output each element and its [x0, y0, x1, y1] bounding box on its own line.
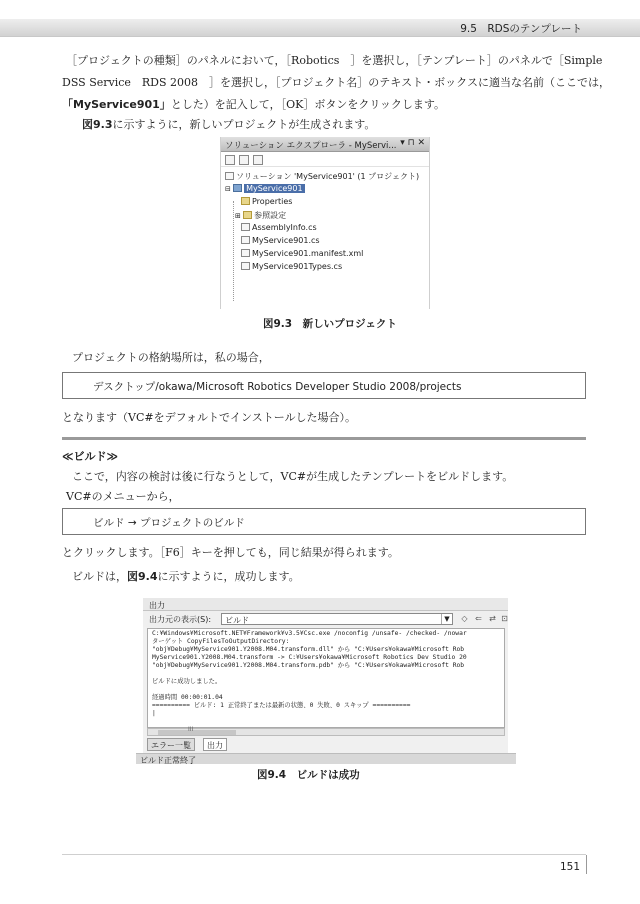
folder-icon	[241, 197, 250, 205]
show-all-files-icon[interactable]	[239, 155, 249, 165]
output-line: "obj¥Debug¥MyService901.Y2008.M04.transform.dll" から "C:¥Users¥okawa¥Microsoft Rob	[152, 646, 465, 653]
output-line: 経過時間 00:00:01.04	[152, 694, 223, 701]
output-line: MyService901.Y2008.M04.transform -> C:¥Users¥okawa¥Microsoft Robotics Dev Studio 20	[152, 654, 467, 661]
output-source-select[interactable]	[221, 613, 453, 625]
panel-toolbar	[221, 153, 429, 167]
output-window-screenshot	[140, 598, 508, 765]
project-icon	[233, 184, 242, 192]
tree-item-references[interactable]: ⊞ 参照設定	[235, 211, 287, 220]
status-text: ビルド正常終了	[140, 756, 196, 765]
output-line: "obj¥Debug¥MyService901.Y2008.M04.transform.pdb" から "C:¥Users¥okawa¥Microsoft Rob	[152, 662, 465, 669]
menu-path-box	[62, 508, 586, 535]
tree-item-properties[interactable]: Properties	[241, 197, 292, 208]
figure-caption: 図9.3 新しいプロジェクト	[263, 318, 397, 330]
output-line: ========== ビルド: 1 正常終了または最新の状態、0 失敗、0 スキップ ==========	[152, 702, 411, 709]
paragraph-line: とクリックします。［F6］キーを押しても，同じ結果が得られます。	[62, 546, 399, 559]
project-name-emphasis: 「MyService901」	[62, 98, 171, 111]
word-wrap-icon[interactable]: ⊡	[501, 614, 508, 623]
section-divider	[62, 437, 586, 440]
tree-item-solution[interactable]: ソリューション 'MyService901' (1 プロジェクト)	[225, 171, 419, 182]
cs-file-icon	[241, 236, 250, 244]
goto-next-icon[interactable]: ⇐	[475, 614, 482, 623]
panel-controls[interactable]: ▾ ⊓ ✕	[400, 138, 425, 148]
output-line: C:¥Windows¥Microsoft.NET¥Framework¥v3.5¥Csc.exe /noconfig /unsafe- /checked- /nowar	[152, 630, 467, 637]
output-text-area[interactable]	[147, 628, 505, 728]
show-output-label: 出力元の表示(S):	[149, 615, 212, 624]
paragraph-line: ビルドは，図9.4に示すように，成功します。	[72, 570, 300, 583]
output-line: |	[152, 710, 156, 717]
scroll-grip: III	[188, 726, 194, 733]
tree-item-project[interactable]: ⊟ MyService901	[225, 184, 303, 193]
page-number-bar	[586, 855, 587, 874]
output-line: ビルドに成功しました。	[152, 678, 222, 685]
refresh-icon[interactable]	[253, 155, 263, 165]
paragraph-line: ［プロジェクトの種類］のパネルにおいて，［Robotics ］を選択し，［テンプレート］のパネルで［Simple	[66, 54, 603, 67]
paragraph-line: VC#のメニューから，	[66, 490, 180, 503]
clear-all-icon[interactable]: ⇄	[489, 614, 496, 623]
figure-caption: 図9.4 ビルドは成功	[257, 769, 360, 781]
tree-item-file[interactable]: MyService901.manifest.xml	[241, 249, 363, 260]
horizontal-scrollbar[interactable]	[147, 728, 505, 736]
paragraph-line: 図9.3に示すように，新しいプロジェクトが生成されます。	[82, 118, 376, 131]
section-title: 9.5 RDSのテンプレート	[460, 23, 582, 35]
running-header	[0, 19, 640, 37]
tab-output[interactable]: 出力	[203, 738, 227, 751]
output-title: 出力	[149, 601, 165, 610]
tree-item-file[interactable]: MyService901Types.cs	[241, 262, 342, 273]
paragraph-line: 「MyService901」とした）を記入して，［OK］ボタンをクリックします。	[62, 98, 446, 111]
figure-ref: 図9.3	[82, 118, 113, 131]
path-text: デスクトップ/okawa/Microsoft Robotics Developer Studio 2008/projects	[93, 381, 462, 393]
output-tabs	[147, 738, 505, 752]
path-box	[62, 372, 586, 399]
cs-file-icon	[241, 223, 250, 231]
page-number: 151	[560, 861, 581, 873]
paragraph-line: プロジェクトの格納場所は，私の場合，	[72, 351, 270, 364]
footer-rule	[62, 854, 586, 855]
panel-titlebar	[221, 137, 429, 152]
solution-explorer-screenshot	[220, 137, 430, 309]
figure-ref: 図9.4	[127, 570, 158, 583]
output-source-row	[143, 611, 508, 627]
paragraph-line: となります（VC#をデフォルトでインストールした場合）。	[62, 411, 356, 424]
properties-icon[interactable]	[225, 155, 235, 165]
menu-path-text: ビルド → プロジェクトのビルド	[93, 517, 245, 529]
panel-title: ソリューション エクスプローラ - MyServi...	[225, 141, 397, 151]
section-heading: ≪ビルド≫	[62, 450, 119, 463]
output-line: ターゲット CopyFilesToOutputDirectory:	[152, 638, 290, 645]
scrollbar-thumb[interactable]	[158, 730, 236, 735]
status-bar	[136, 753, 516, 764]
output-source-value: ビルド	[225, 616, 249, 625]
folder-icon	[243, 211, 252, 219]
tab-error-list[interactable]: エラー一覧	[147, 738, 195, 751]
cs-file-icon	[241, 262, 250, 270]
output-titlebar	[143, 598, 508, 611]
find-icon[interactable]: ◇	[461, 614, 468, 623]
solution-icon	[225, 172, 234, 180]
tree-guide-line	[233, 201, 234, 301]
chevron-down-icon[interactable]: ▼	[441, 614, 452, 624]
tree-item-file[interactable]: AssemblyInfo.cs	[241, 223, 317, 234]
paragraph-line: ここで，内容の検討は後に行なうとして，VC#が生成したテンプレートをビルドします。	[72, 470, 514, 483]
paragraph-line: DSS Service RDS 2008 ］を選択し，［プロジェクト名］のテキスト・ボックスに適当な名前（ここでは，	[62, 76, 610, 89]
xml-file-icon	[241, 249, 250, 257]
tree-item-file[interactable]: MyService901.cs	[241, 236, 320, 247]
